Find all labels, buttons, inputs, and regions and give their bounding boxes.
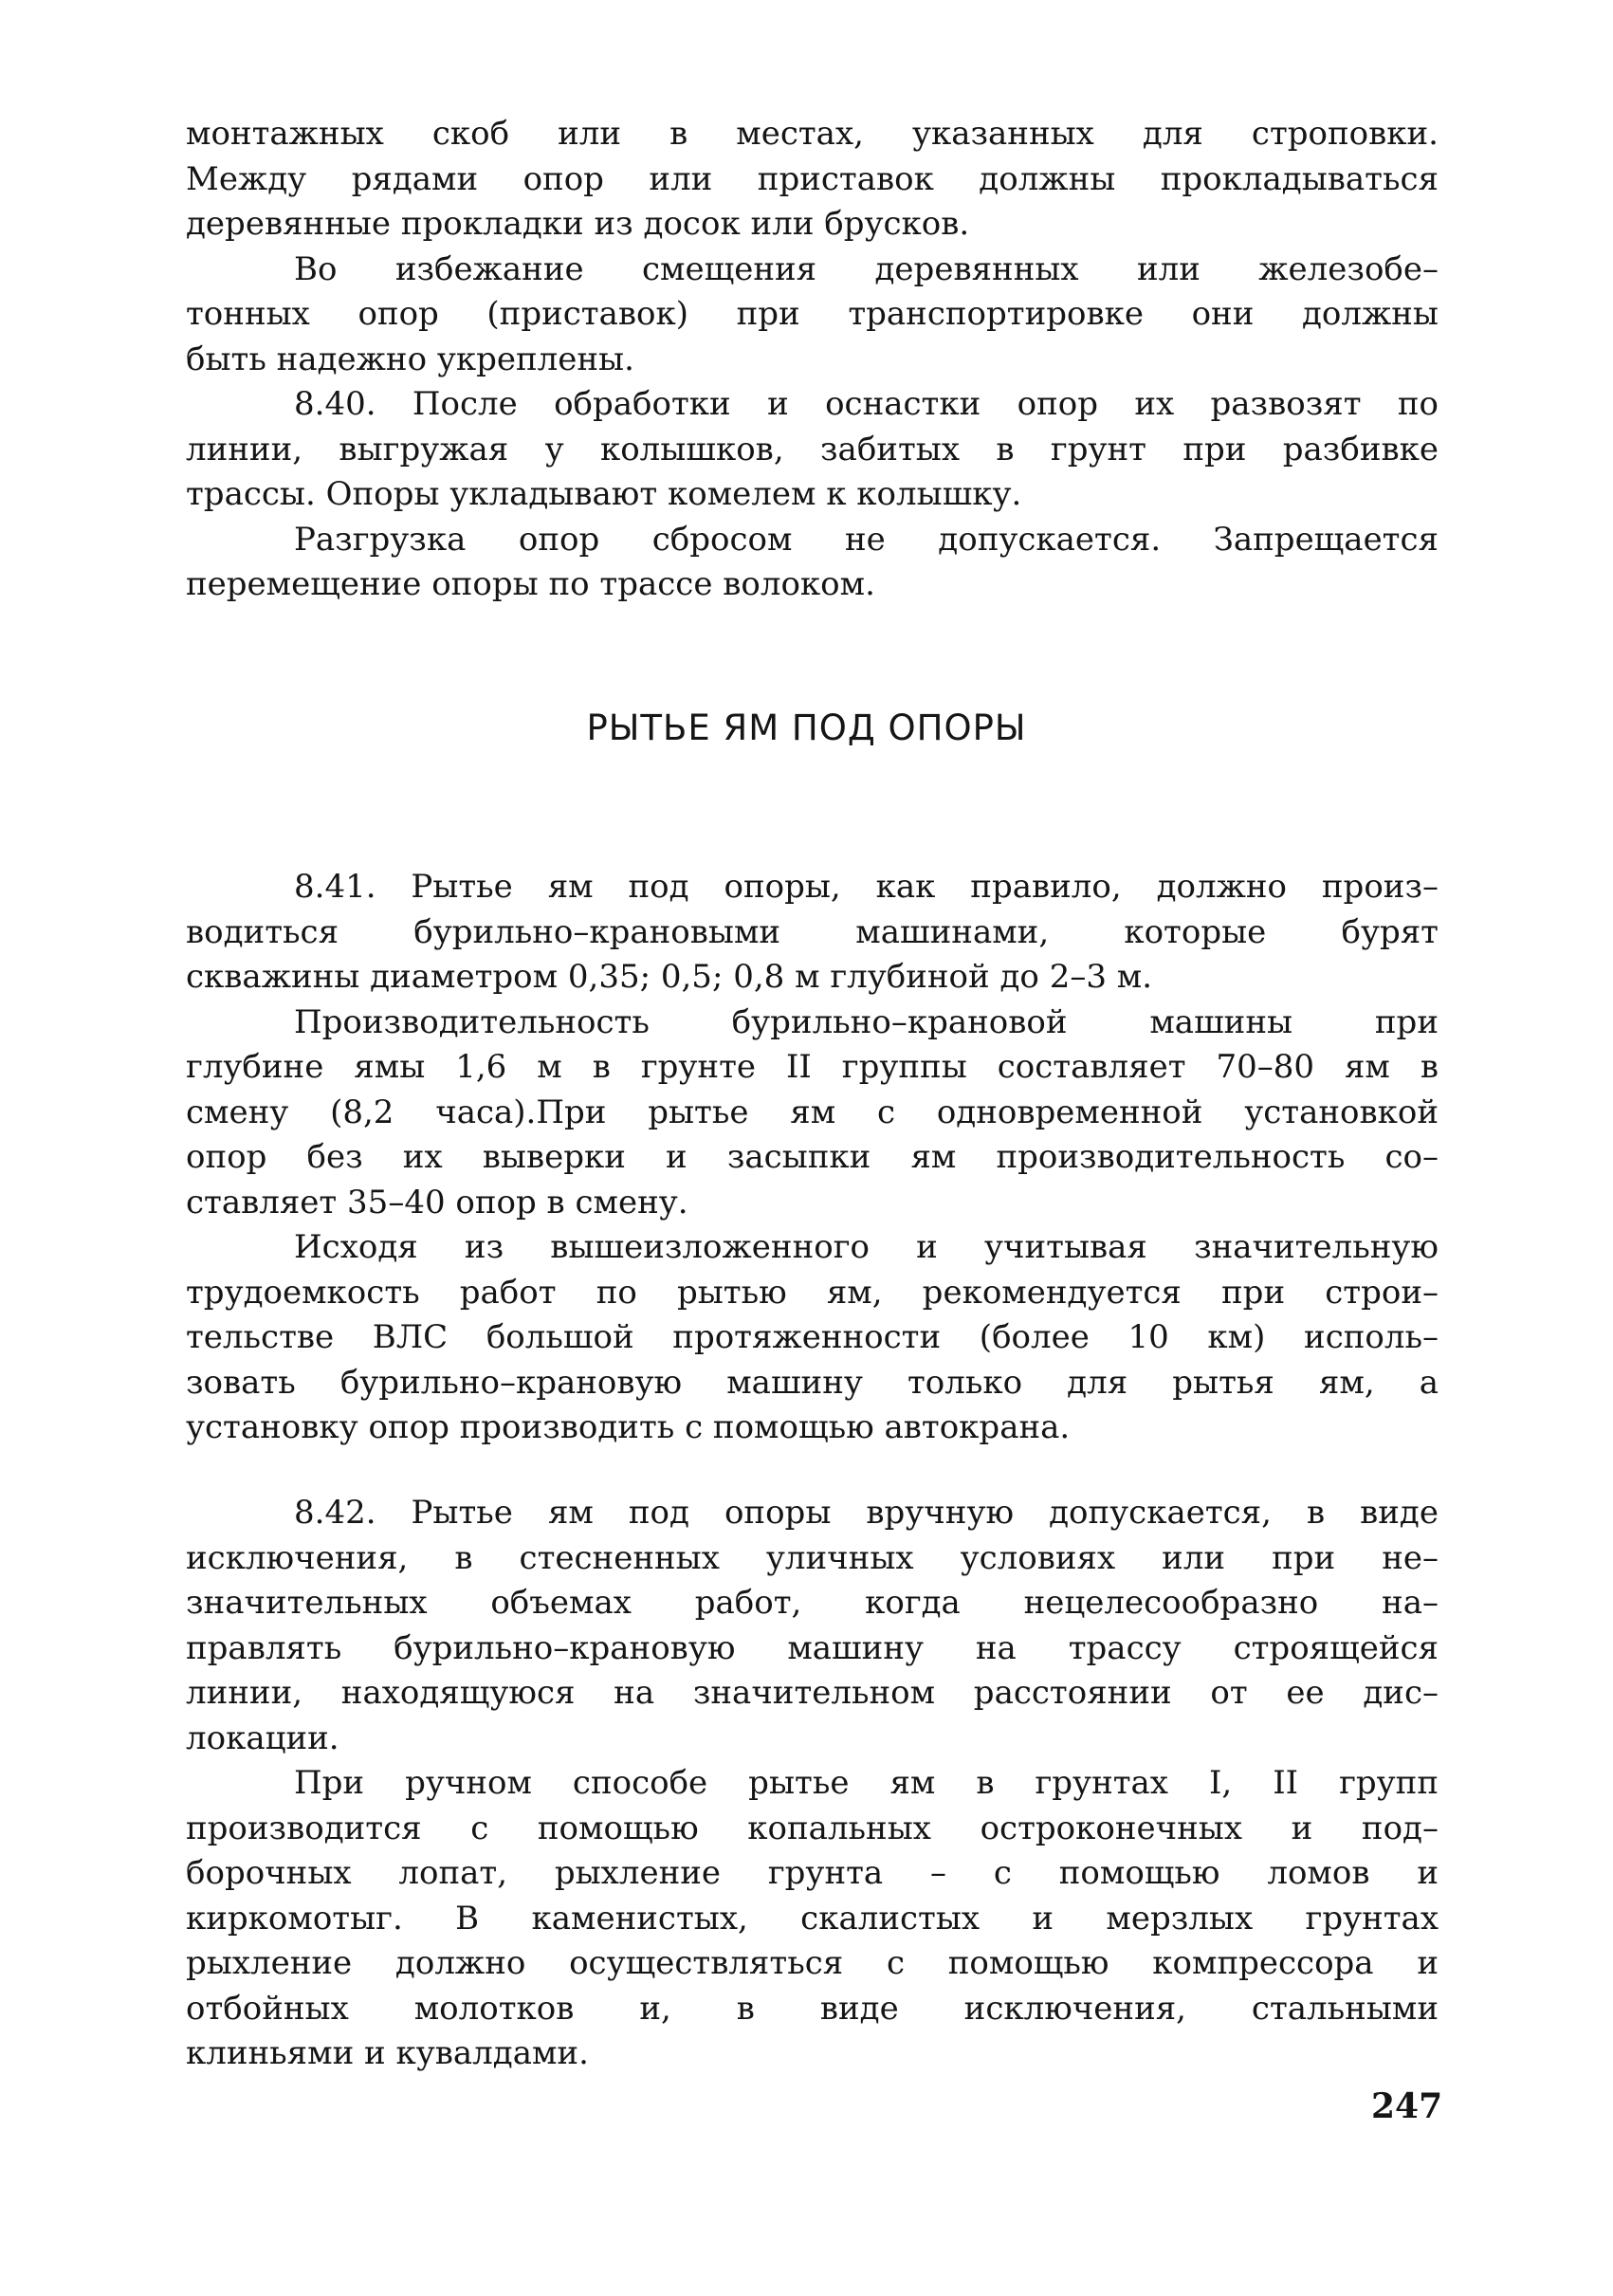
text-line: трудоемкость работ по рытью ям, рекомендуется при строи–	[186, 1273, 1439, 1312]
text-line: киркомотыг. В каменистых, скалистых и мерзлых грунтах	[186, 1899, 1439, 1938]
text-line: отбойных молотков и, в виде исключения, стальными	[186, 1989, 1439, 2028]
text-line: опор без их выверки и засыпки ям производительность со–	[186, 1138, 1439, 1176]
text-block-top	[186, 112, 1439, 608]
text-line: быть надежно укреплены.	[186, 340, 634, 378]
text-line: исключения, в стесненных уличных условиях или при не–	[186, 1538, 1439, 1577]
text-line: правлять бурильно–крановую машину на трассу строящейся	[186, 1628, 1439, 1667]
text-line: рыхление должно осуществляться с помощью компрессора и	[186, 1944, 1439, 1982]
text-line: трассы. Опоры укладывают комелем к колышку.	[186, 475, 1022, 513]
text-line: 8.40. После обработки и оснастки опор их развозят по	[294, 385, 1439, 423]
text-line: 8.42. Рытье ям под опоры вручную допускается, в виде	[294, 1494, 1439, 1532]
text-block-section-continued	[186, 1491, 1439, 2077]
text-line: линии, выгружая у колышков, забитых в грунт при разбивке	[186, 430, 1439, 468]
text-line: Во избежание смещения деревянных или железобе–	[294, 249, 1439, 288]
text-line: тонных опор (приставок) при транспортировке они должны	[186, 295, 1439, 333]
text-line: линии, находящуюся на значительном расстоянии от ее дис–	[186, 1674, 1439, 1712]
page-number: 247	[1371, 2086, 1443, 2126]
section-heading: РЫТЬЕ ЯМ ПОД ОПОРЫ	[586, 707, 1027, 748]
text-line: локации.	[186, 1718, 339, 1757]
text-line: скважины диаметром 0,35; 0,5; 0,8 м глубиной до 2–3 м.	[186, 958, 1153, 996]
text-line: установку опор производить с помощью автокрана.	[186, 1408, 1071, 1446]
text-line: Между рядами опор или приставок должны прокладываться	[186, 159, 1439, 198]
text-line: Разгрузка опор сбросом не допускается. Запрещается	[294, 520, 1439, 559]
text-line: смену (8,2 часа).При рытье ям с одновременной установкой	[186, 1093, 1439, 1131]
text-line: При ручном способе рытье ям в грунтах I, II групп	[294, 1764, 1439, 1802]
text-line: значительных объемах работ, когда нецелесообразно на–	[186, 1584, 1439, 1622]
text-line: перемещение опоры по трассе волоком.	[186, 565, 875, 603]
text-line: деревянные прокладки из досок или брусков.	[186, 205, 970, 243]
text-line: клиньями и кувалдами.	[186, 2034, 589, 2072]
text-line: борочных лопат, рыхление грунта – с помощью ломов и	[186, 1854, 1439, 1892]
text-line: монтажных скоб или в местах, указанных для строповки.	[186, 115, 1439, 153]
text-line: водиться бурильно–крановыми машинами, которые бурят	[186, 912, 1439, 951]
text-line: глубине ямы 1,6 м в грунте II группы составляет 70–80 ям в	[186, 1048, 1439, 1086]
text-line: производится с помощью копальных остроконечных и под–	[186, 1809, 1439, 1847]
text-block-section	[186, 865, 1439, 1451]
text-line: тельстве ВЛС большой протяженности (более 10 км) исполь–	[186, 1318, 1439, 1356]
text-line: Производительность бурильно–крановой машины при	[294, 1002, 1439, 1041]
text-line: ставляет 35–40 опор в смену.	[186, 1183, 688, 1221]
text-line: зовать бурильно–крановую машину только для рытья ям, а	[186, 1363, 1439, 1402]
text-line: 8.41. Рытье ям под опоры, как правило, должно произ–	[294, 868, 1439, 906]
text-line: Исходя из вышеизложенного и учитывая значительную	[294, 1228, 1439, 1266]
